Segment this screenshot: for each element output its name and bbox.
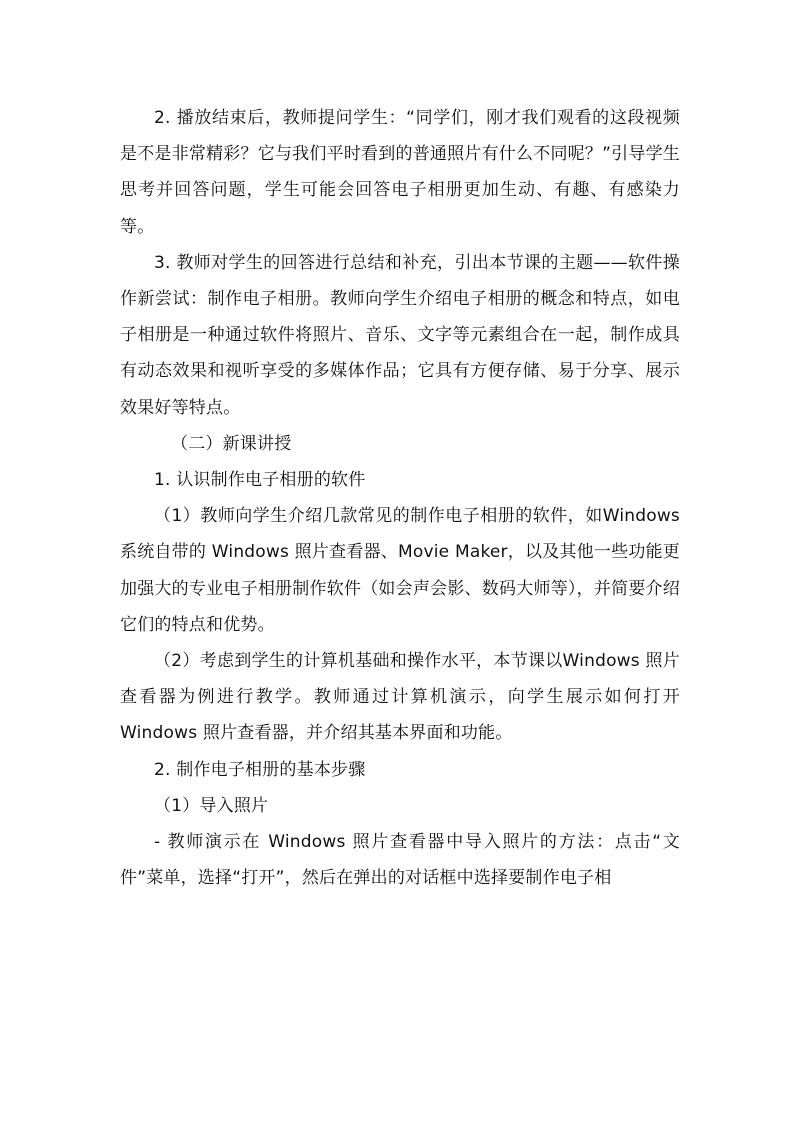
section-heading-new-lesson: （二）新课讲授	[171, 433, 292, 454]
subheading-import-photos: （1）导入照片	[154, 795, 269, 816]
paragraph-summary: 3. 教师对学生的回答进行总结和补充，引出本节课的主题——软件操作新尝试：制作电子相册。教师向学生介绍电子相册的概念和特点，如电子相册是一种通过软件将照片、音乐、文字等元素组合在一起，制作成具有动态效果和视听享受的多媒体作品；它具有方便存储、易于分享、展示效果好等特点。	[120, 252, 680, 418]
paragraph-software-intro: （1）教师向学生介绍几款常见的制作电子相册的软件，如Windows 系统自带的 Windows 照片查看器、Movie Maker，以及其他一些功能更加强大的专业电子相册制作软件（如会声会影、数码大师等），并简要介绍它们的特点和优势。	[120, 506, 680, 635]
subheading-software: 1. 认识制作电子相册的软件	[154, 470, 366, 491]
paragraph-question: 2. 播放结束后，教师提问学生：“同学们，刚才我们观看的这段视频是不是非常精彩？它与我们平时看到的普通照片有什么不同呢？”引导学生思考并回答问题，学生可能会回答电子相册更加生动、有趣、有感染力等。	[120, 108, 680, 237]
paragraph-photo-viewer: （2）考虑到学生的计算机基础和操作水平，本节课以Windows 照片查看器为例进行教学。教师通过计算机演示，向学生展示如何打开 Windows 照片查看器，并介绍其基本界面和功能。	[120, 651, 680, 744]
paragraph-import-demo: - 教师演示在 Windows 照片查看器中导入照片的方法：点击“文件”菜单，选择“打开”，然后在弹出的对话框中选择要制作电子相	[120, 832, 680, 889]
document-body	[120, 100, 680, 896]
subheading-basic-steps: 2. 制作电子相册的基本步骤	[154, 759, 366, 780]
